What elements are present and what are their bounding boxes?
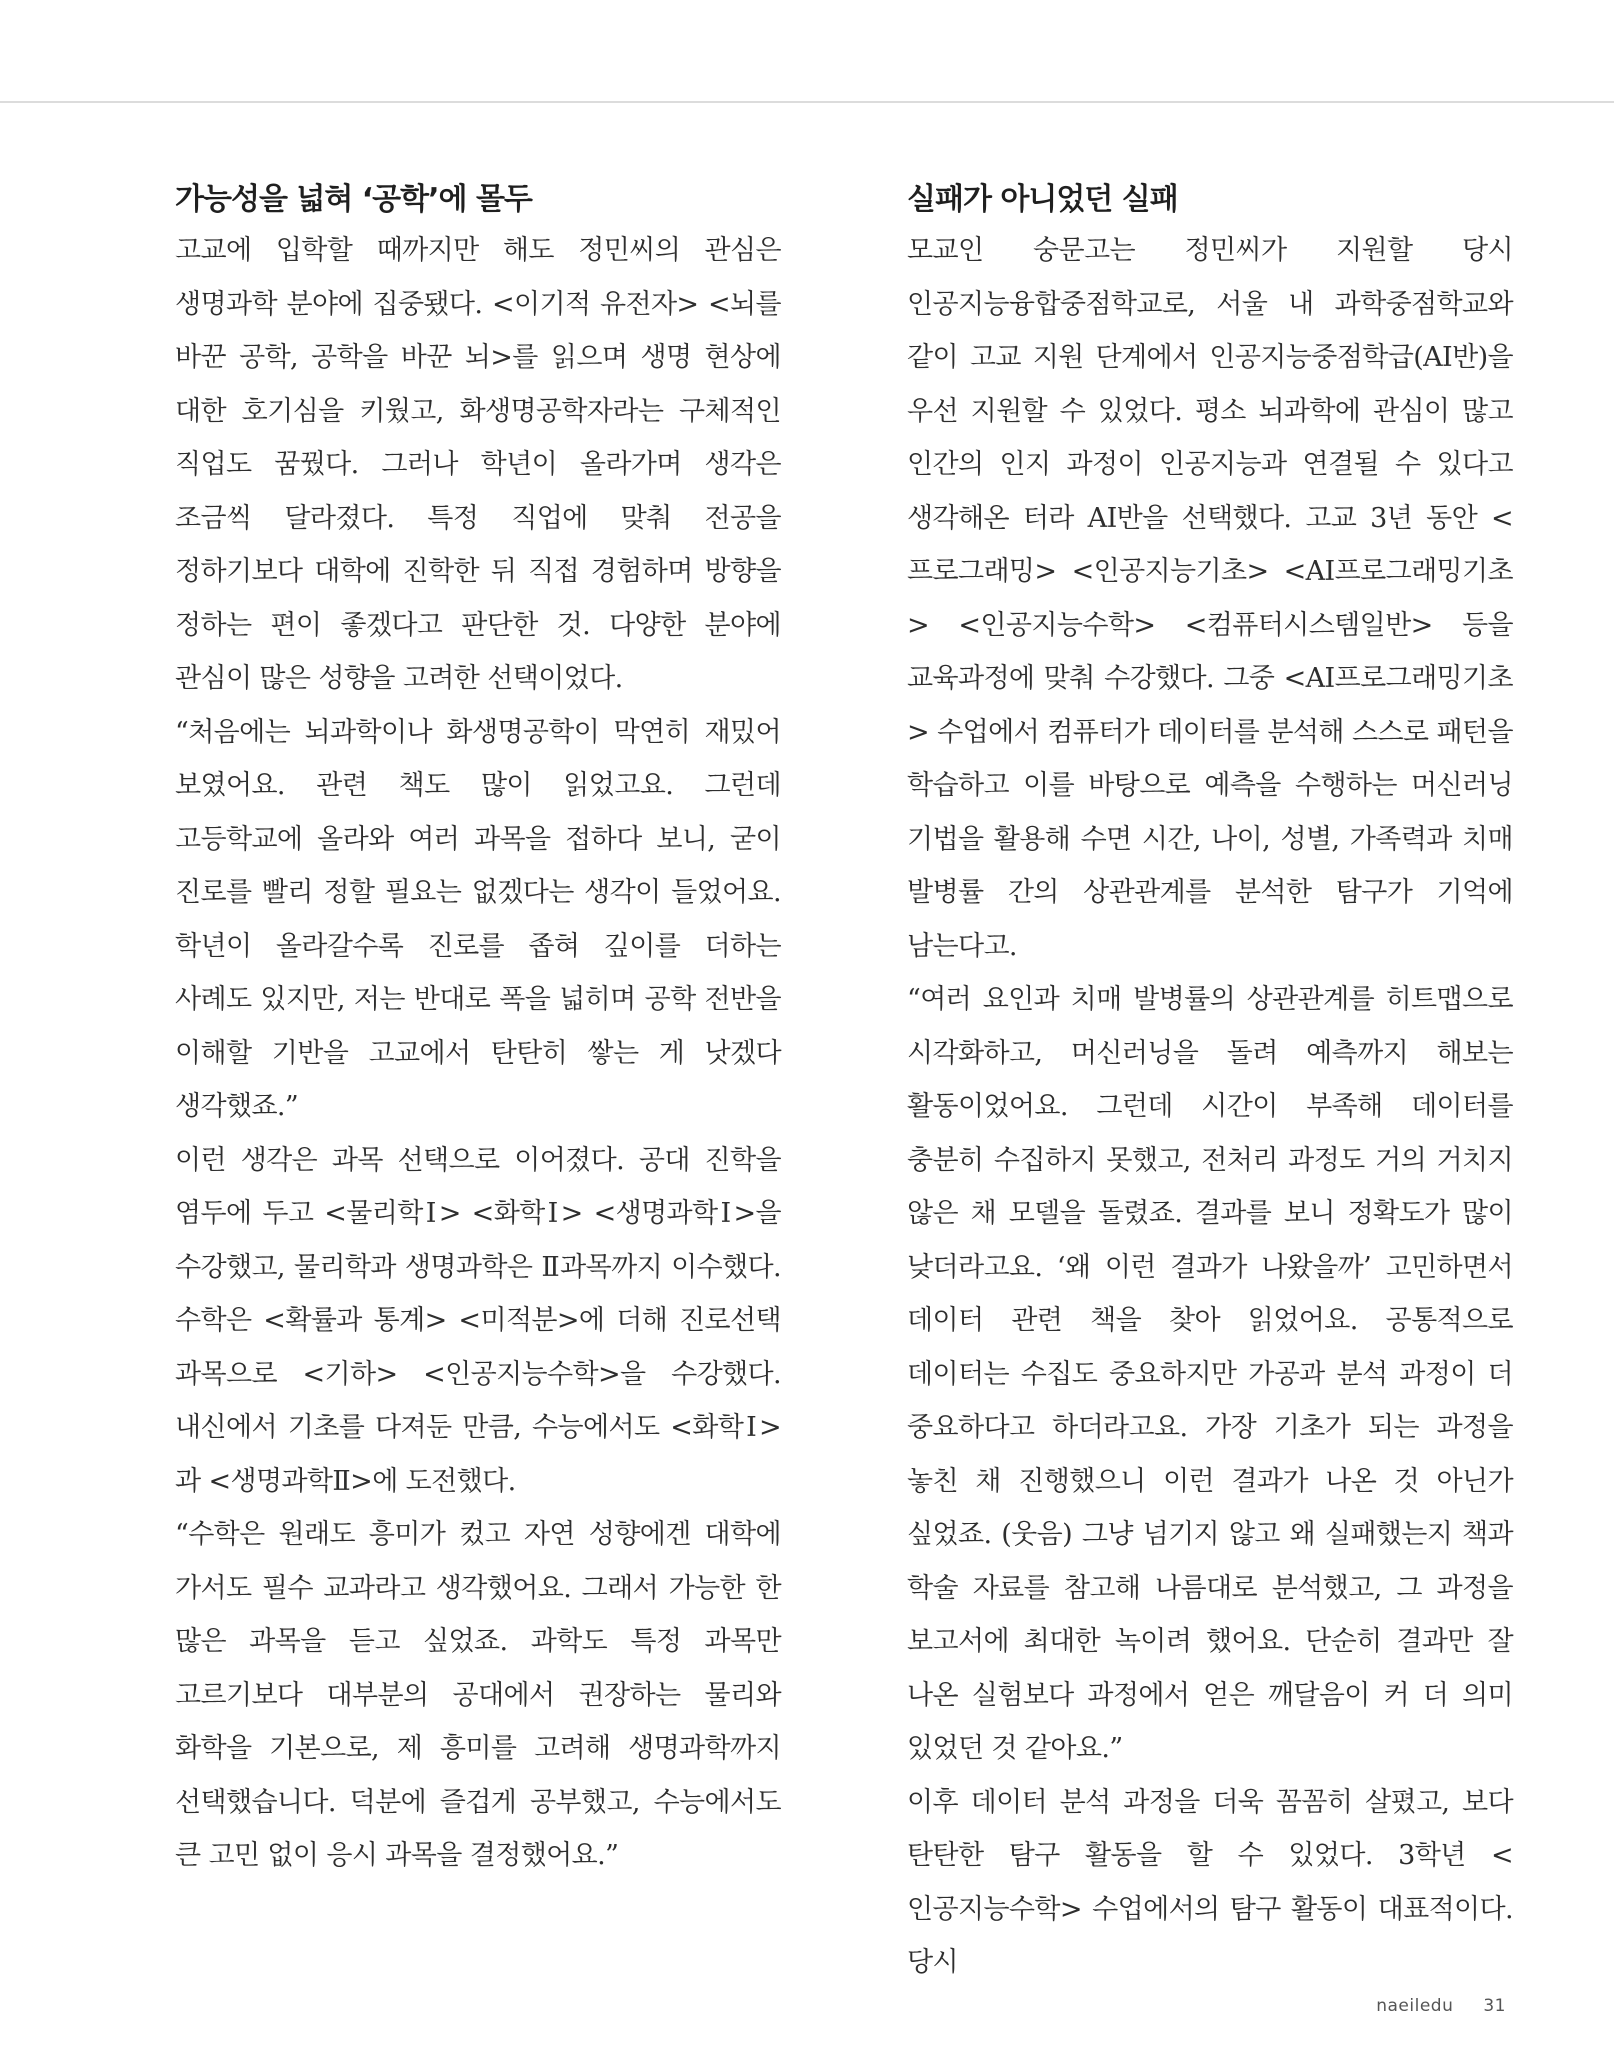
paragraph: 이런 생각은 과목 선택으로 이어졌다. 공대 진학을 염두에 두고 <물리학Ⅰ> <화학Ⅰ> <생명과학Ⅰ>을 수강했고, 물리학과 생명과학은 Ⅱ과목까지 이수했다. 수학은 <확률과 통계> <미적분>에 더해 진로선택 과목으로 <기하> <인공지능수학>을 수강했다. 내신에서 기초를 다져둔 만큼, 수능에서도 <화학Ⅰ>과 <생명과학Ⅱ>에 도전했다. xyxy=(175,1144,781,1497)
page-footer xyxy=(1376,1996,1506,2016)
paragraph: 고교에 입학할 때까지만 해도 정민씨의 관심은 생명과학 분야에 집중됐다. <이기적 유전자> <뇌를 바꾼 공학, 공학을 바꾼 뇌>를 읽으며 생명 현상에 대한 호기심을 키웠고, 화생명공학자라는 구체적인 직업도 꿈꿨다. 그러나 학년이 올라가며 생각은 조금씩 달라졌다. 특정 직업에 맞춰 전공을 정하기보다 대학에 진학한 뒤 직접 경험하며 방향을 정하는 편이 좋겠다고 판단한 것. 다양한 분야에 관심이 많은 성향을 고려한 선택이었다. xyxy=(175,235,781,694)
left-column xyxy=(175,178,781,1883)
paragraph: 이후 데이터 분석 과정을 더욱 꼼꼼히 살폈고, 보다 탄탄한 탐구 활동을 할 수 있었다. 3학년 <인공지능수학> 수업에서의 탐구 활동이 대표적이다. 당시 xyxy=(907,1786,1513,1978)
quote-paragraph: “여러 요인과 치매 발병률의 상관관계를 히트맵으로 시각화하고, 머신러닝을 돌려 예측까지 해보는 활동이었어요. 그런데 시간이 부족해 데이터를 충분히 수집하지 못했고, 전처리 과정도 거의 거치지 않은 채 모델을 돌렸죠. 결과를 보니 정확도가 많이 낮더라고요. ‘왜 이런 결과가 나왔을까’ 고민하면서 데이터 관련 책을 찾아 읽었어요. 공통적으로 데이터는 수집도 중요하지만 가공과 분석 과정이 더 중요하다고 하더라고요. 가장 기초가 되는 과정을 놓친 채 진행했으니 이런 결과가 나온 것 아닌가 싶었죠. (웃음) 그냥 넘기지 않고 왜 실패했는지 책과 학술 자료를 참고해 나름대로 분석했고, 그 과정을 보고서에 최대한 녹이려 했어요. 단순히 결과만 잘 나온 실험보다 과정에서 얻은 깨달음이 커 더 의미 있었던 것 같아요.” xyxy=(907,984,1513,1764)
section-heading-right: 실패가 아니었던 실패 xyxy=(907,182,1178,217)
page-number: 31 xyxy=(1483,1996,1506,2016)
quote-paragraph: “처음에는 뇌과학이나 화생명공학이 막연히 재밌어 보였어요. 관련 책도 많이 읽었고요. 그런데 고등학교에 올라와 여러 과목을 접하다 보니, 굳이 진로를 빨리 정할 필요는 없겠다는 생각이 들었어요. 학년이 올라갈수록 진로를 좁혀 깊이를 더하는 사례도 있지만, 저는 반대로 폭을 넓히며 공학 전반을 이해할 기반을 고교에서 탄탄히 쌓는 게 낫겠다 생각했죠.” xyxy=(175,716,781,1122)
magazine-name: naeiledu xyxy=(1376,1996,1454,2016)
header-rule xyxy=(0,101,1614,103)
paragraph: 모교인 숭문고는 정민씨가 지원할 당시 인공지능융합중점학교로, 서울 내 과학중점학교와 같이 고교 지원 단계에서 인공지능중점학급(AI반)을 우선 지원할 수 있었다. 평소 뇌과학에 관심이 많고 인간의 인지 과정이 인공지능과 연결될 수 있다고 생각해온 터라 AI반을 선택했다. 고교 3년 동안 <프로그래밍> <인공지능기초> <AI프로그래밍기초> <인공지능수학> <컴퓨터시스템일반> 등을 교육과정에 맞춰 수강했다. 그중 <AI프로그래밍기초> 수업에서 컴퓨터가 데이터를 분석해 스스로 패턴을 학습하고 이를 바탕으로 예측을 수행하는 머신러닝 기법을 활용해 수면 시간, 나이, 성별, 가족력과 치매 발병률 간의 상관관계를 분석한 탐구가 기억에 남는다고. xyxy=(907,235,1513,962)
section-heading-left: 가능성을 넓혀 ‘공학’에 몰두 xyxy=(175,182,532,217)
right-column xyxy=(907,178,1513,1990)
quote-paragraph: “수학은 원래도 흥미가 컸고 자연 성향에겐 대학에 가서도 필수 교과라고 생각했어요. 그래서 가능한 한 많은 과목을 듣고 싶었죠. 과학도 특정 과목만 고르기보다 대부분의 공대에서 권장하는 물리와 화학을 기본으로, 제 흥미를 고려해 생명과학까지 선택했습니다. 덕분에 즐겁게 공부했고, 수능에서도 큰 고민 없이 응시 과목을 결정했어요.” xyxy=(175,1519,781,1871)
